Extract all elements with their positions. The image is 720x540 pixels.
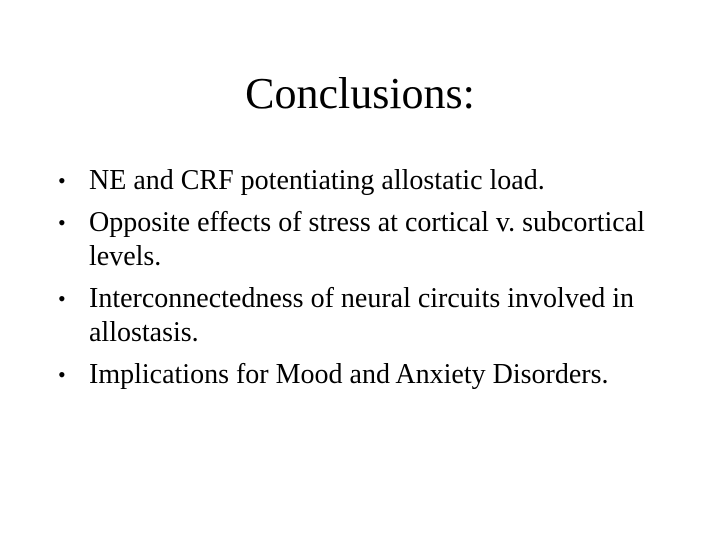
slide-title: Conclusions: xyxy=(245,69,475,118)
bullet-item xyxy=(56,358,696,392)
bullet-text: NE and CRF potentiating allostatic load. xyxy=(89,165,545,196)
bullet-text: Interconnectedness of neural circuits involved in allostasis. xyxy=(89,283,635,348)
bullet-icon: • xyxy=(58,362,66,387)
bullet-icon: • xyxy=(58,286,66,311)
bullet-list xyxy=(56,164,696,400)
bullet-item xyxy=(56,164,696,198)
bullet-item xyxy=(56,282,696,350)
bullet-text: Opposite effects of stress at cortical v. subcortical levels. xyxy=(89,207,645,272)
bullet-icon: • xyxy=(58,168,66,193)
bullet-icon: • xyxy=(58,210,66,235)
bullet-item xyxy=(56,206,696,274)
bullet-text: Implications for Mood and Anxiety Disorders. xyxy=(89,359,609,390)
